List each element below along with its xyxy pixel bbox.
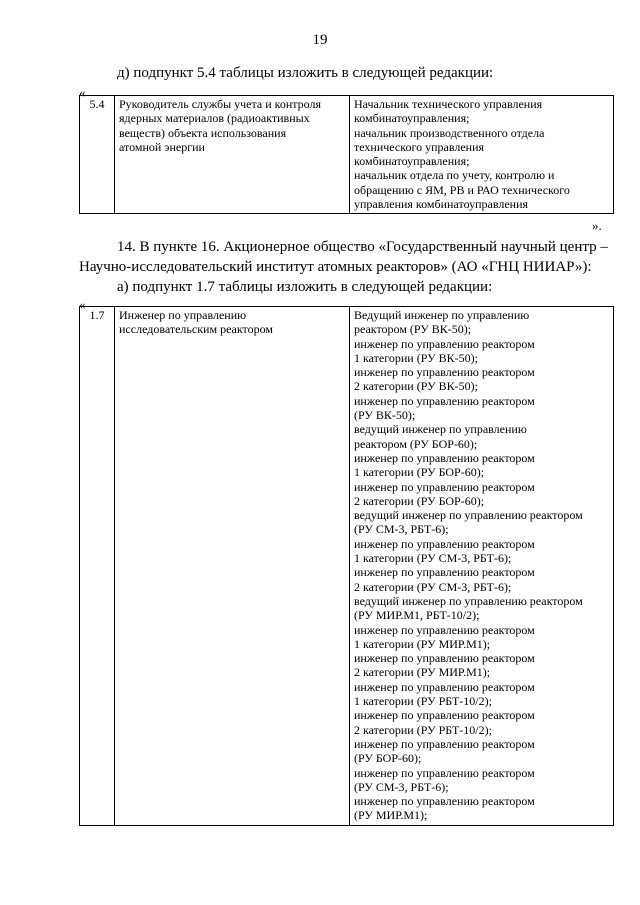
opening-quote-mark: «: [79, 297, 86, 312]
cell-line: ядерных материалов (радиоактивных: [119, 111, 310, 126]
item-14-line-1: 14. В пункте 16. Акционерное общество «Государственный научный центр –: [117, 239, 608, 255]
cell-line: инженер по управлению реактором: [354, 450, 535, 465]
cell-line: инженер по управлению реактором: [354, 765, 535, 780]
cell-line: инженер по управлению реактором: [354, 336, 535, 351]
subitem-d-intro: д) подпункт 5.4 таблицы изложить в следующей редакции:: [117, 65, 494, 81]
cell-line: Инженер по управлению: [119, 308, 247, 322]
cell-line: комбинатоуправления;: [354, 111, 470, 126]
cell-line: 1 категории (РУ МИР.М1);: [354, 636, 491, 651]
cell-line: (РУ МИР.М1, РБТ-10/2);: [354, 608, 480, 623]
cell-line: инженер по управлению реактором: [354, 708, 535, 723]
opening-quote-mark: «: [79, 85, 86, 100]
cell-line: (РУ ВК-50);: [354, 408, 416, 423]
table-1-7: [79, 306, 614, 826]
position-cell: [115, 96, 350, 214]
cell-line: (РУ СМ-3, РБТ-6);: [354, 779, 449, 794]
table-row: [80, 307, 614, 826]
cell-line: реактором (РУ ВК-50);: [354, 322, 472, 337]
position-cell: [115, 307, 350, 826]
cell-line: (РУ БОР-60);: [354, 751, 422, 766]
replacement-cell: [350, 96, 614, 214]
cell-line: управления комбинатоуправления: [354, 197, 529, 212]
replacement-cell: [350, 307, 614, 826]
cell-line: Руководитель службы учета и контроля: [119, 97, 322, 111]
row-number: 5.4: [80, 96, 115, 214]
cell-line: ведущий инженер по управлению: [354, 422, 527, 437]
cell-line: Ведущий инженер по управлению: [354, 308, 530, 322]
replacement-lines: [354, 97, 609, 211]
cell-line: (РУ МИР.М1);: [354, 808, 428, 823]
position-lines: [119, 97, 345, 154]
replacement-lines: [354, 308, 609, 823]
cell-line: исследовательским реактором: [119, 322, 273, 337]
cell-line: 1 категории (РУ ВК-50);: [354, 350, 478, 365]
cell-line: атомной энергии: [119, 139, 205, 154]
table-row: [80, 96, 614, 214]
cell-line: инженер по управлению реактором: [354, 479, 535, 494]
page-number: 19: [312, 32, 328, 48]
cell-line: инженер по управлению реактором: [354, 622, 535, 637]
cell-line: обращению с ЯМ, РВ и РАО технического: [354, 182, 570, 197]
cell-line: 2 категории (РУ СМ-3, РБТ-6);: [354, 579, 512, 594]
cell-line: (РУ СМ-3, РБТ-6);: [354, 522, 449, 537]
cell-line: инженер по управлению реактором: [354, 393, 535, 408]
cell-line: инженер по управлению реактором: [354, 365, 535, 380]
cell-line: 1 категории (РУ РБТ-10/2);: [354, 694, 492, 709]
cell-line: инженер по управлению реактором: [354, 565, 535, 580]
cell-line: ведущий инженер по управлению реактором: [354, 508, 583, 523]
cell-line: 1 категории (РУ СМ-3, РБТ-6);: [354, 551, 512, 566]
cell-line: ведущий инженер по управлению реактором: [354, 593, 583, 608]
cell-line: реактором (РУ БОР-60);: [354, 436, 478, 451]
table-5-4: [79, 95, 614, 214]
cell-line: инженер по управлению реактором: [354, 651, 535, 666]
cell-line: веществ) объекта использования: [119, 125, 287, 140]
cell-line: технического управления: [354, 139, 485, 154]
cell-line: 1 категории (РУ БОР-60);: [354, 465, 485, 480]
cell-line: Начальник технического управления: [354, 97, 543, 111]
cell-line: начальник производственного отдела: [354, 125, 545, 140]
cell-line: 2 категории (РУ ВК-50);: [354, 379, 478, 394]
cell-line: инженер по управлению реактором: [354, 736, 535, 751]
row-number: 1.7: [80, 307, 115, 826]
cell-line: инженер по управлению реактором: [354, 794, 535, 809]
cell-line: 2 категории (РУ МИР.М1);: [354, 665, 491, 680]
cell-line: комбинатоуправления;: [354, 154, 470, 169]
position-lines: [119, 308, 345, 337]
cell-line: 2 категории (РУ РБТ-10/2);: [354, 722, 492, 737]
item-14-line-2: Научно-исследовательский институт атомных реакторов» (АО «ГНЦ НИИАР»):: [79, 259, 592, 275]
cell-line: начальник отдела по учету, контролю и: [354, 168, 555, 183]
cell-line: инженер по управлению реактором: [354, 679, 535, 694]
closing-quote-mark: ».: [592, 218, 602, 233]
cell-line: инженер по управлению реактором: [354, 536, 535, 551]
item-14-line-3: а) подпункт 1.7 таблицы изложить в следующей редакции:: [117, 279, 493, 295]
cell-line: 2 категории (РУ БОР-60);: [354, 493, 485, 508]
